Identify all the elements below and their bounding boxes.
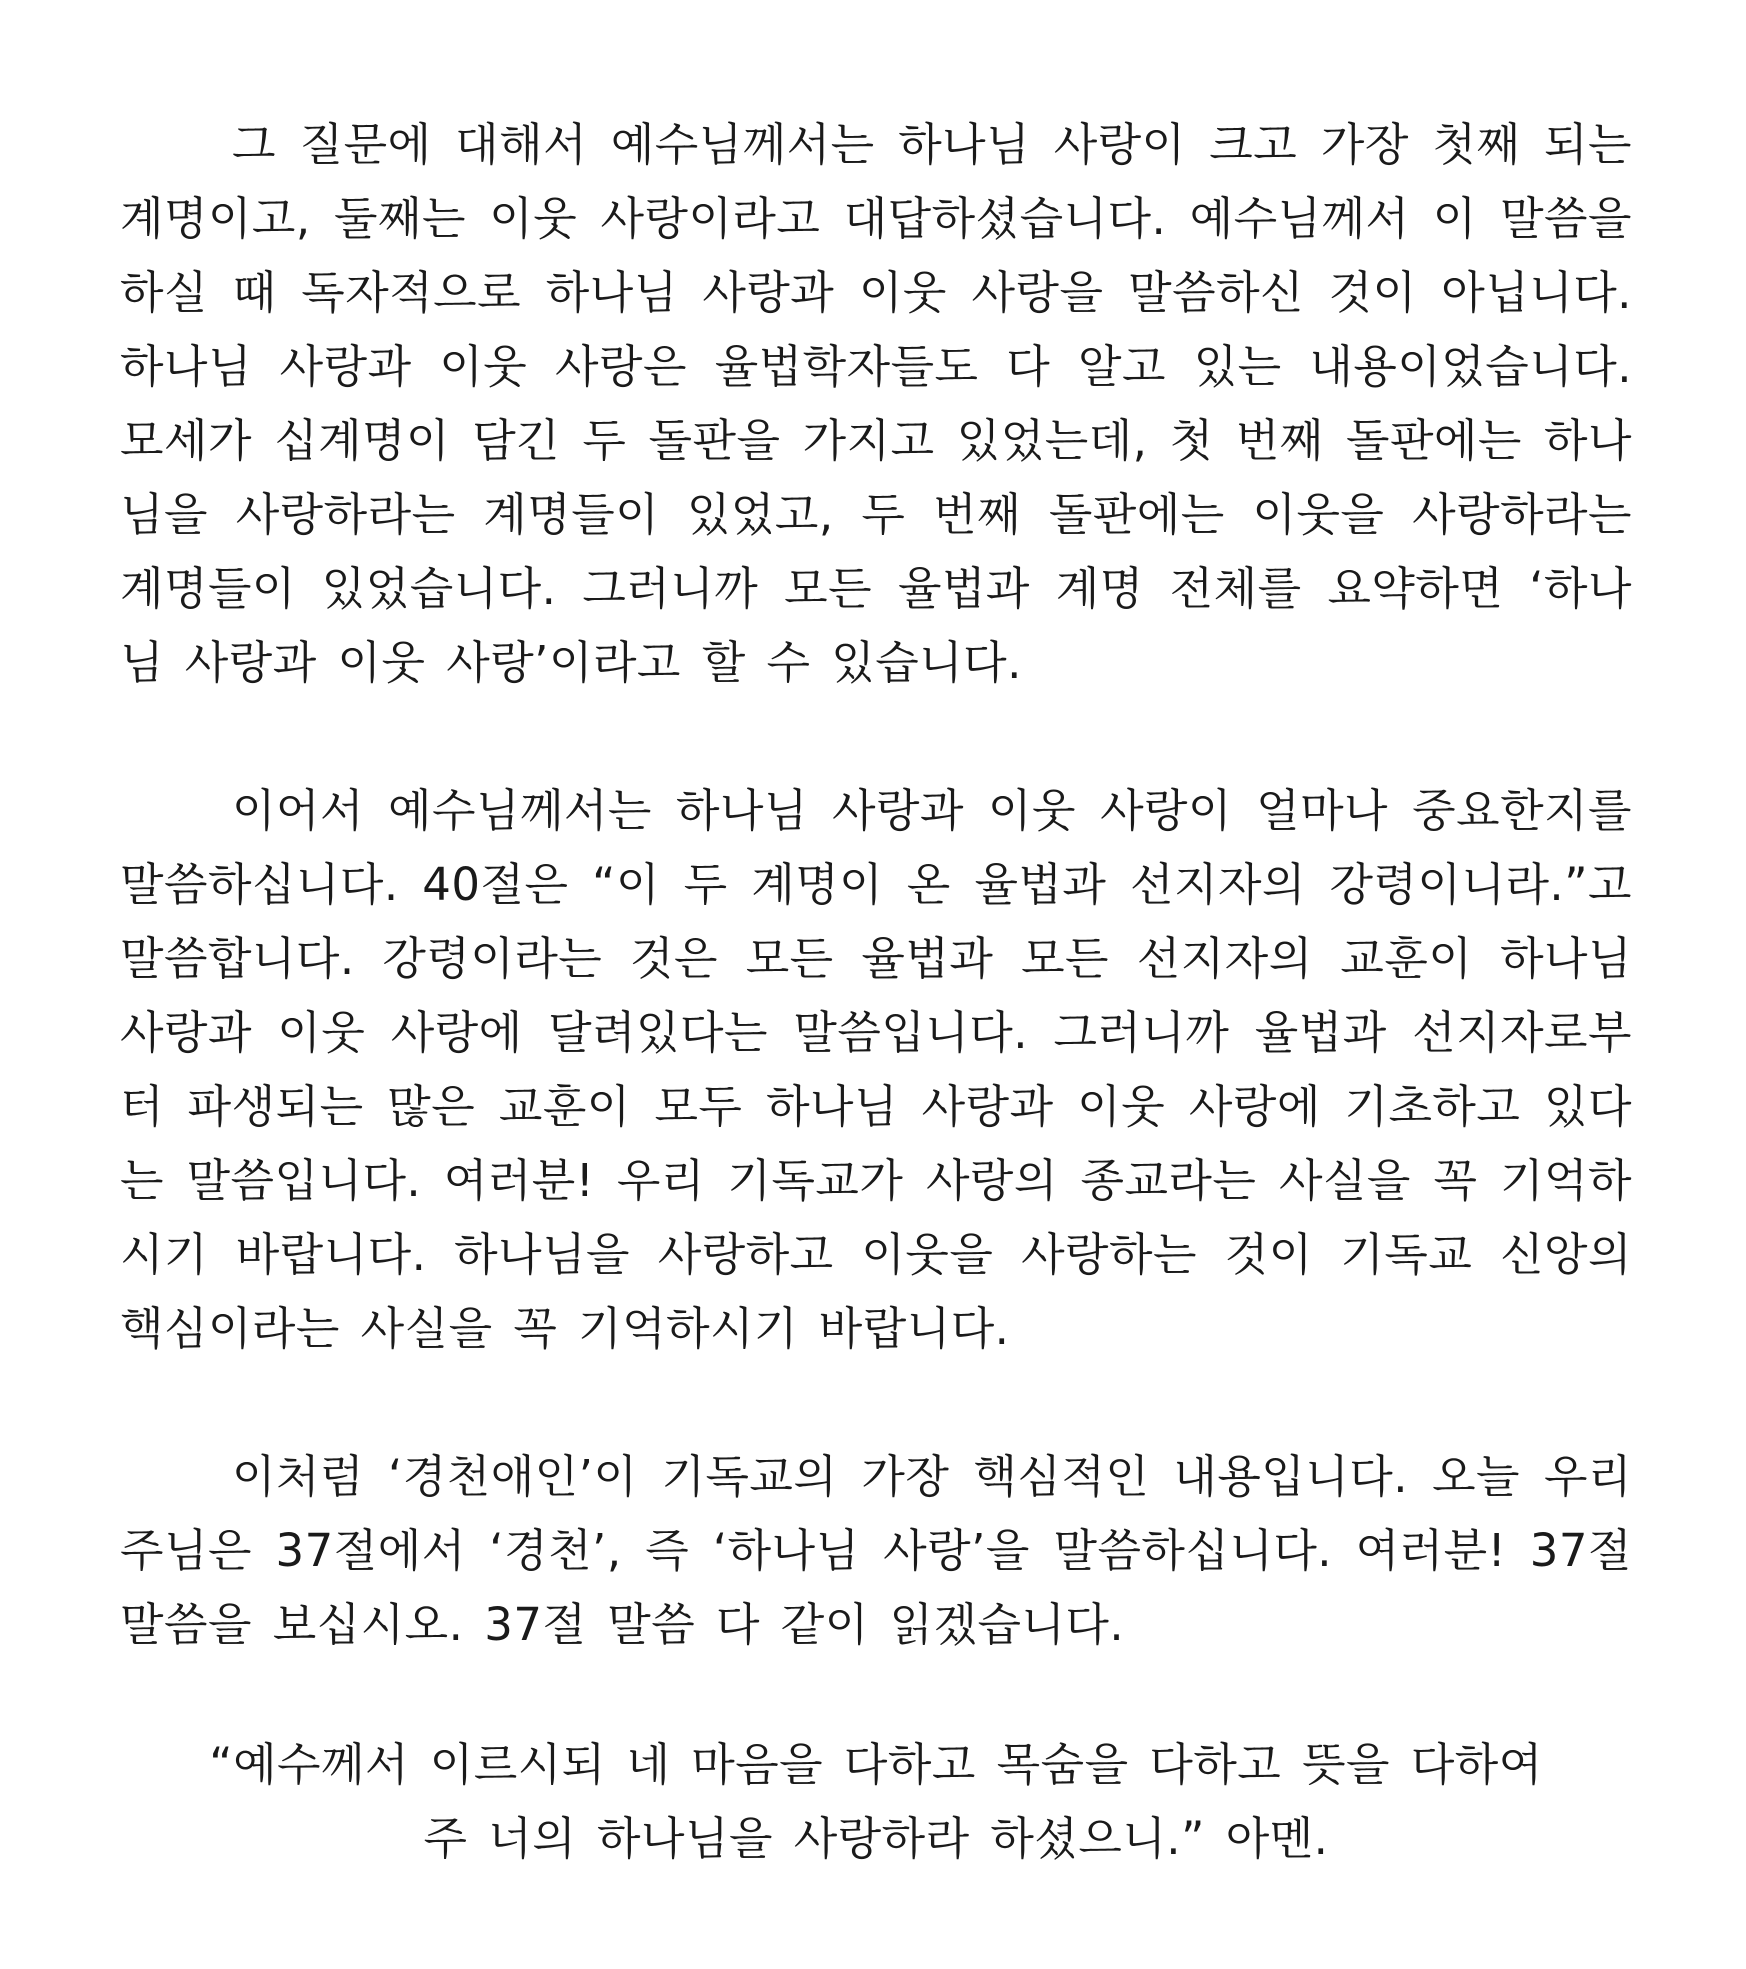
scripture-quote	[120, 1728, 1632, 1876]
paragraph-3: 이처럼 ‘경천애인’이 기독교의 가장 핵심적인 내용입니다. 오늘 우리 주님은 37절에서 ‘경천’, 즉 ‘하나님 사랑’을 말씀하십니다. 여러분! 37절 말씀을 보십시오. 37절 말씀 다 같이 읽겠습니다.	[120, 1450, 1632, 1651]
document-page	[120, 108, 1632, 1876]
paragraph-1: 그 질문에 대해서 예수님께서는 하나님 사랑이 크고 가장 첫째 되는 계명이고, 둘째는 이웃 사랑이라고 대답하셨습니다. 예수님께서 이 말씀을 하실 때 독자적으로 하나님 사랑과 이웃 사랑을 말씀하신 것이 아닙니다. 하나님 사랑과 이웃 사랑은 율법학자들도 다 알고 있는 내용이었습니다. 모세가 십계명이 담긴 두 돌판을 가지고 있었는데, 첫 번째 돌판에는 하나님을 사랑하라는 계명들이 있었고, 두 번째 돌판에는 이웃을 사랑하라는 계명들이 있었습니다. 그러니까 모든 율법과 계명 전체를 요약하면 ‘하나님 사랑과 이웃 사랑’이라고 할 수 있습니다.	[120, 118, 1632, 689]
quote-line-2: 주 너의 하나님을 사랑하라 하셨으니.” 아멘.	[423, 1812, 1329, 1865]
quote-line-1: “예수께서 이르시되 네 마음을 다하고 목숨을 다하고 뜻을 다하여	[209, 1738, 1543, 1791]
paragraph-2: 이어서 예수님께서는 하나님 사랑과 이웃 사랑이 얼마나 중요한지를 말씀하십니다. 40절은 “이 두 계명이 온 율법과 선지자의 강령이니라.”고 말씀합니다. 강령이라는 것은 모든 율법과 모든 선지자의 교훈이 하나님 사랑과 이웃 사랑에 달려있다는 말씀입니다. 그러니까 율법과 선지자로부터 파생되는 많은 교훈이 모두 하나님 사랑과 이웃 사랑에 기초하고 있다는 말씀입니다. 여러분! 우리 기독교가 사랑의 종교라는 사실을 꼭 기억하시기 바랍니다. 하나님을 사랑하고 이웃을 사랑하는 것이 기독교 신앙의 핵심이라는 사실을 꼭 기억하시기 바랍니다.	[120, 784, 1632, 1355]
